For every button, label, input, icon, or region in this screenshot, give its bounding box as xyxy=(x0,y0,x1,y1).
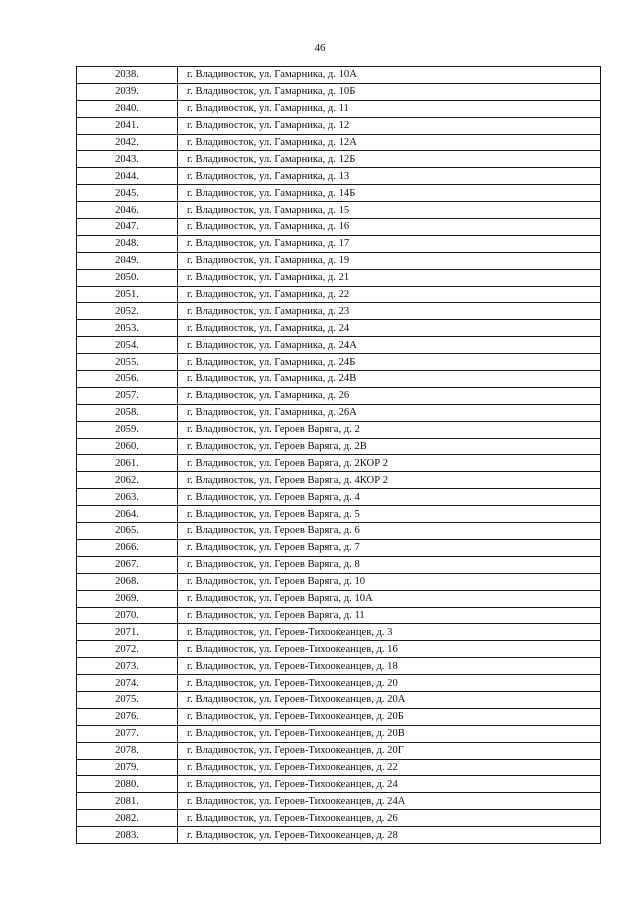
table-row xyxy=(77,573,601,590)
table-row xyxy=(77,455,601,472)
row-number-cell: 2060. xyxy=(77,438,178,455)
row-number-cell: 2071. xyxy=(77,624,178,641)
address-cell: г. Владивосток, ул. Героев-Тихоокеанцев, д. 26 xyxy=(178,810,601,827)
address-cell: г. Владивосток, ул. Гамарника, д. 12 xyxy=(178,117,601,134)
address-cell: г. Владивосток, ул. Героев Варяга, д. 2 xyxy=(178,421,601,438)
row-number-cell: 2058. xyxy=(77,404,178,421)
row-number-cell: 2075. xyxy=(77,691,178,708)
address-cell: г. Владивосток, ул. Героев-Тихоокеанцев, д. 3 xyxy=(178,624,601,641)
address-cell: г. Владивосток, ул. Гамарника, д. 10Б xyxy=(178,83,601,100)
row-number-cell: 2083. xyxy=(77,827,178,844)
address-cell: г. Владивосток, ул. Гамарника, д. 13 xyxy=(178,168,601,185)
row-number-cell: 2041. xyxy=(77,117,178,134)
address-cell: г. Владивосток, ул. Героев-Тихоокеанцев, д. 20Б xyxy=(178,708,601,725)
table-row xyxy=(77,438,601,455)
table-row xyxy=(77,354,601,371)
row-number-cell: 2053. xyxy=(77,320,178,337)
row-number-cell: 2080. xyxy=(77,776,178,793)
row-number-cell: 2063. xyxy=(77,489,178,506)
row-number-cell: 2040. xyxy=(77,100,178,117)
address-cell: г. Владивосток, ул. Героев Варяга, д. 2В xyxy=(178,438,601,455)
table-row xyxy=(77,185,601,202)
table-row xyxy=(77,472,601,489)
address-cell: г. Владивосток, ул. Гамарника, д. 17 xyxy=(178,235,601,252)
address-cell: г. Владивосток, ул. Гамарника, д. 24 xyxy=(178,320,601,337)
address-cell: г. Владивосток, ул. Героев-Тихоокеанцев, д. 20Г xyxy=(178,742,601,759)
table-row xyxy=(77,725,601,742)
address-cell: г. Владивосток, ул. Гамарника, д. 10А xyxy=(178,67,601,84)
row-number-cell: 2044. xyxy=(77,168,178,185)
table-row xyxy=(77,168,601,185)
table-row xyxy=(77,83,601,100)
address-cell: г. Владивосток, ул. Гамарника, д. 24Б xyxy=(178,354,601,371)
row-number-cell: 2065. xyxy=(77,523,178,540)
address-cell: г. Владивосток, ул. Героев Варяга, д. 2КОР 2 xyxy=(178,455,601,472)
address-cell: г. Владивосток, ул. Гамарника, д. 26А xyxy=(178,404,601,421)
table-row xyxy=(77,590,601,607)
table-row xyxy=(77,337,601,354)
address-cell: г. Владивосток, ул. Героев-Тихоокеанцев, д. 20В xyxy=(178,725,601,742)
page-number: 46 xyxy=(314,42,326,54)
table-row xyxy=(77,67,601,84)
table-row xyxy=(77,387,601,404)
row-number-cell: 2052. xyxy=(77,303,178,320)
table-row xyxy=(77,269,601,286)
row-number-cell: 2069. xyxy=(77,590,178,607)
table-row xyxy=(77,219,601,236)
table-row xyxy=(77,776,601,793)
address-cell: г. Владивосток, ул. Героев-Тихоокеанцев, д. 18 xyxy=(178,658,601,675)
address-cell: г. Владивосток, ул. Героев-Тихоокеанцев, д. 24 xyxy=(178,776,601,793)
table-row xyxy=(77,252,601,269)
row-number-cell: 2049. xyxy=(77,252,178,269)
table-row xyxy=(77,134,601,151)
address-cell: г. Владивосток, ул. Героев-Тихоокеанцев, д. 24А xyxy=(178,793,601,810)
row-number-cell: 2061. xyxy=(77,455,178,472)
table-row xyxy=(77,641,601,658)
address-cell: г. Владивосток, ул. Героев-Тихоокеанцев, д. 20А xyxy=(178,691,601,708)
row-number-cell: 2070. xyxy=(77,607,178,624)
address-cell: г. Владивосток, ул. Гамарника, д. 12А xyxy=(178,134,601,151)
row-number-cell: 2079. xyxy=(77,759,178,776)
table-row xyxy=(77,100,601,117)
address-cell: г. Владивосток, ул. Героев Варяга, д. 4 xyxy=(178,489,601,506)
row-number-cell: 2076. xyxy=(77,708,178,725)
table-row xyxy=(77,691,601,708)
table-row xyxy=(77,658,601,675)
table-row xyxy=(77,235,601,252)
address-cell: г. Владивосток, ул. Героев Варяга, д. 7 xyxy=(178,539,601,556)
address-cell: г. Владивосток, ул. Гамарника, д. 24В xyxy=(178,371,601,388)
table-row xyxy=(77,202,601,219)
address-cell: г. Владивосток, ул. Героев Варяга, д. 6 xyxy=(178,523,601,540)
table-row xyxy=(77,151,601,168)
row-number-cell: 2051. xyxy=(77,286,178,303)
row-number-cell: 2047. xyxy=(77,219,178,236)
table-row xyxy=(77,489,601,506)
table-row xyxy=(77,117,601,134)
address-cell: г. Владивосток, ул. Героев-Тихоокеанцев, д. 16 xyxy=(178,641,601,658)
row-number-cell: 2050. xyxy=(77,269,178,286)
row-number-cell: 2074. xyxy=(77,675,178,692)
row-number-cell: 2064. xyxy=(77,506,178,523)
table-row xyxy=(77,320,601,337)
address-cell: г. Владивосток, ул. Гамарника, д. 14Б xyxy=(178,185,601,202)
table-row xyxy=(77,371,601,388)
address-cell: г. Владивосток, ул. Героев Варяга, д. 5 xyxy=(178,506,601,523)
table-row xyxy=(77,421,601,438)
row-number-cell: 2068. xyxy=(77,573,178,590)
address-cell: г. Владивосток, ул. Героев Варяга, д. 10 xyxy=(178,573,601,590)
table-row xyxy=(77,303,601,320)
address-cell: г. Владивосток, ул. Героев Варяга, д. 10А xyxy=(178,590,601,607)
row-number-cell: 2046. xyxy=(77,202,178,219)
row-number-cell: 2072. xyxy=(77,641,178,658)
table-row xyxy=(77,675,601,692)
table-row xyxy=(77,793,601,810)
address-cell: г. Владивосток, ул. Гамарника, д. 22 xyxy=(178,286,601,303)
row-number-cell: 2056. xyxy=(77,371,178,388)
address-cell: г. Владивосток, ул. Героев Варяга, д. 8 xyxy=(178,556,601,573)
address-cell: г. Владивосток, ул. Гамарника, д. 19 xyxy=(178,252,601,269)
table-row xyxy=(77,624,601,641)
address-cell: г. Владивосток, ул. Гамарника, д. 12Б xyxy=(178,151,601,168)
table-row xyxy=(77,759,601,776)
table-row xyxy=(77,506,601,523)
address-cell: г. Владивосток, ул. Гамарника, д. 11 xyxy=(178,100,601,117)
address-table xyxy=(76,66,601,844)
row-number-cell: 2082. xyxy=(77,810,178,827)
row-number-cell: 2081. xyxy=(77,793,178,810)
address-cell: г. Владивосток, ул. Героев-Тихоокеанцев, д. 28 xyxy=(178,827,601,844)
address-cell: г. Владивосток, ул. Героев Варяга, д. 4КОР 2 xyxy=(178,472,601,489)
row-number-cell: 2038. xyxy=(77,67,178,84)
address-cell: г. Владивосток, ул. Гамарника, д. 23 xyxy=(178,303,601,320)
row-number-cell: 2057. xyxy=(77,387,178,404)
row-number-cell: 2067. xyxy=(77,556,178,573)
row-number-cell: 2048. xyxy=(77,235,178,252)
table-row xyxy=(77,742,601,759)
table-row xyxy=(77,539,601,556)
row-number-cell: 2054. xyxy=(77,337,178,354)
row-number-cell: 2042. xyxy=(77,134,178,151)
address-cell: г. Владивосток, ул. Героев-Тихоокеанцев, д. 22 xyxy=(178,759,601,776)
address-cell: г. Владивосток, ул. Героев-Тихоокеанцев, д. 20 xyxy=(178,675,601,692)
row-number-cell: 2066. xyxy=(77,539,178,556)
row-number-cell: 2077. xyxy=(77,725,178,742)
address-cell: г. Владивосток, ул. Гамарника, д. 24А xyxy=(178,337,601,354)
table-row xyxy=(77,810,601,827)
address-cell: г. Владивосток, ул. Гамарника, д. 15 xyxy=(178,202,601,219)
row-number-cell: 2078. xyxy=(77,742,178,759)
row-number-cell: 2073. xyxy=(77,658,178,675)
row-number-cell: 2059. xyxy=(77,421,178,438)
row-number-cell: 2039. xyxy=(77,83,178,100)
address-cell: г. Владивосток, ул. Героев Варяга, д. 11 xyxy=(178,607,601,624)
table-row xyxy=(77,607,601,624)
table-row xyxy=(77,708,601,725)
row-number-cell: 2043. xyxy=(77,151,178,168)
table-row xyxy=(77,286,601,303)
address-cell: г. Владивосток, ул. Гамарника, д. 26 xyxy=(178,387,601,404)
table-row xyxy=(77,827,601,844)
table-row xyxy=(77,404,601,421)
table-row xyxy=(77,523,601,540)
row-number-cell: 2045. xyxy=(77,185,178,202)
row-number-cell: 2062. xyxy=(77,472,178,489)
table-row xyxy=(77,556,601,573)
address-cell: г. Владивосток, ул. Гамарника, д. 21 xyxy=(178,269,601,286)
row-number-cell: 2055. xyxy=(77,354,178,371)
address-table-body xyxy=(77,67,601,844)
address-cell: г. Владивосток, ул. Гамарника, д. 16 xyxy=(178,219,601,236)
